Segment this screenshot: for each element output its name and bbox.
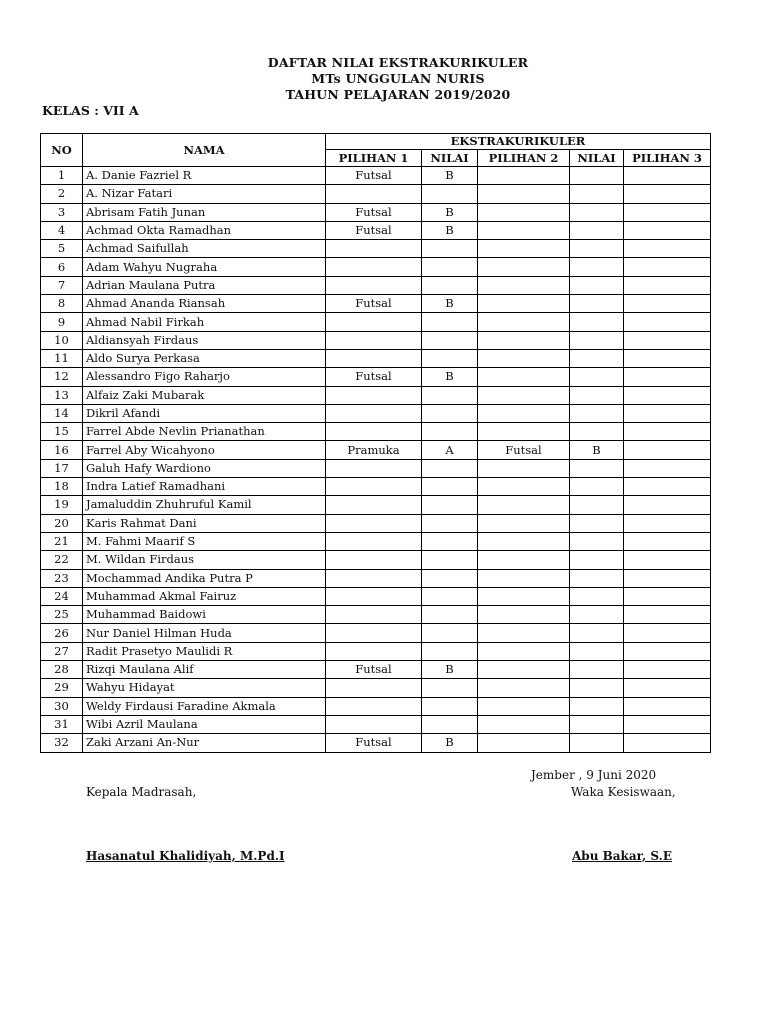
table-row [41,349,711,367]
pilihan-3-value [624,349,711,367]
student-name: Galuh Hafy Wardiono [83,459,326,477]
pilihan-3-value [624,423,711,441]
table-row [41,624,711,642]
nilai-1-value: B [422,203,478,221]
pilihan-3-value [624,295,711,313]
pilihan-3-value [624,404,711,422]
nilai-1-value [422,459,478,477]
pilihan-1-value [326,423,422,441]
nilai-2-value [570,697,624,715]
pilihan-1-value [326,587,422,605]
nilai-2-value [570,624,624,642]
table-row [41,569,711,587]
pilihan-3-value [624,496,711,514]
nilai-2-value [570,496,624,514]
pilihan-1-value [326,715,422,733]
nilai-2-value [570,514,624,532]
nilai-2-value [570,606,624,624]
row-number: 21 [41,532,83,550]
table-row [41,386,711,404]
table-row [41,185,711,203]
pilihan-2-value [478,587,570,605]
student-name: Farrel Abde Nevlin Prianathan [83,423,326,441]
row-number: 5 [41,240,83,258]
pilihan-2-value [478,661,570,679]
nilai-1-value [422,697,478,715]
row-number: 3 [41,203,83,221]
pilihan-1-value: Pramuka [326,441,422,459]
pilihan-1-value: Futsal [326,734,422,752]
row-number: 6 [41,258,83,276]
pilihan-3-value [624,661,711,679]
column-header-pilihan-2: PILIHAN 2 [478,150,570,167]
student-name: Ahmad Nabil Firkah [83,313,326,331]
nilai-1-value: B [422,167,478,185]
pilihan-1-value [326,313,422,331]
nilai-1-value [422,313,478,331]
pilihan-3-value [624,642,711,660]
student-name: Weldy Firdausi Faradine Akmala [83,697,326,715]
pilihan-2-value [478,532,570,550]
nilai-1-value [422,606,478,624]
pilihan-1-value [326,551,422,569]
pilihan-2-value [478,240,570,258]
pilihan-3-value [624,514,711,532]
pilihan-1-value [326,569,422,587]
student-name: Farrel Aby Wicahyono [83,441,326,459]
pilihan-3-value [624,368,711,386]
pilihan-1-value [326,276,422,294]
nilai-1-value [422,386,478,404]
student-name: Radit Prasetyo Maulidi R [83,642,326,660]
nilai-2-value [570,313,624,331]
pilihan-3-value [624,459,711,477]
nilai-2-value [570,203,624,221]
right-signatory-role: Waka Kesiswaan, [571,785,676,799]
row-number: 18 [41,478,83,496]
student-name: Achmad Okta Ramadhan [83,221,326,239]
column-group-ekstrakurikuler: EKSTRAKURIKULER [326,134,711,150]
nilai-1-value [422,587,478,605]
pilihan-3-value [624,569,711,587]
pilihan-1-value [326,606,422,624]
pilihan-3-value [624,532,711,550]
student-name: Muhammad Akmal Fairuz [83,587,326,605]
row-number: 17 [41,459,83,477]
nilai-2-value [570,642,624,660]
pilihan-3-value [624,624,711,642]
table-row [41,715,711,733]
pilihan-1-value [326,642,422,660]
table-row [41,606,711,624]
nilai-1-value: A [422,441,478,459]
pilihan-3-value [624,734,711,752]
pilihan-2-value [478,423,570,441]
pilihan-2-value [478,624,570,642]
row-number: 9 [41,313,83,331]
student-name: Indra Latief Ramadhani [83,478,326,496]
left-signatory-name: Hasanatul Khalidiyah, M.Pd.I [86,849,285,863]
nilai-2-value [570,404,624,422]
pilihan-3-value [624,221,711,239]
row-number: 1 [41,167,83,185]
nilai-1-value [422,404,478,422]
nilai-1-value [422,715,478,733]
row-number: 31 [41,715,83,733]
pilihan-3-value [624,551,711,569]
row-number: 22 [41,551,83,569]
table-row [41,496,711,514]
student-name: Nur Daniel Hilman Huda [83,624,326,642]
pilihan-3-value [624,258,711,276]
row-number: 13 [41,386,83,404]
student-name: A. Nizar Fatari [83,185,326,203]
nilai-2-value [570,185,624,203]
pilihan-3-value [624,185,711,203]
pilihan-3-value [624,587,711,605]
nilai-2-value [570,679,624,697]
nilai-1-value: B [422,368,478,386]
pilihan-3-value [624,697,711,715]
column-header-nilai-2: NILAI [570,150,624,167]
table-row [41,679,711,697]
row-number: 7 [41,276,83,294]
row-number: 19 [41,496,83,514]
pilihan-1-value [326,478,422,496]
pilihan-3-value [624,203,711,221]
pilihan-1-value [326,679,422,697]
document-title: DAFTAR NILAI EKSTRAKURIKULER [267,55,529,70]
pilihan-3-value [624,679,711,697]
column-header-no: NO [41,134,83,167]
pilihan-1-value [326,258,422,276]
student-name: Dikril Afandi [83,404,326,422]
nilai-2-value [570,587,624,605]
pilihan-2-value [478,569,570,587]
nilai-1-value [422,642,478,660]
student-name: Jamaluddin Zhuhruful Kamil [83,496,326,514]
table-row [41,295,711,313]
table-row [41,404,711,422]
student-name: Zaki Arzani An-Nur [83,734,326,752]
pilihan-3-value [624,478,711,496]
pilihan-2-value [478,459,570,477]
student-name: A. Danie Fazriel R [83,167,326,185]
pilihan-2-value [478,276,570,294]
nilai-1-value [422,569,478,587]
pilihan-1-value: Futsal [326,203,422,221]
row-number: 30 [41,697,83,715]
nilai-2-value [570,368,624,386]
nilai-2-value [570,734,624,752]
pilihan-1-value: Futsal [326,368,422,386]
grades-table-body [41,167,711,753]
student-name: M. Fahmi Maarif S [83,532,326,550]
pilihan-2-value [478,368,570,386]
table-row [41,313,711,331]
pilihan-1-value [326,331,422,349]
row-number: 14 [41,404,83,422]
pilihan-2-value [478,386,570,404]
pilihan-1-value: Futsal [326,295,422,313]
table-row [41,734,711,752]
pilihan-2-value [478,606,570,624]
table-row [41,661,711,679]
row-number: 12 [41,368,83,386]
table-row [41,331,711,349]
nilai-1-value [422,496,478,514]
student-name: Alfaiz Zaki Mubarak [83,386,326,404]
nilai-2-value [570,276,624,294]
nilai-1-value [422,514,478,532]
student-name: Rizqi Maulana Alif [83,661,326,679]
nilai-1-value [422,185,478,203]
nilai-1-value [422,331,478,349]
nilai-2-value [570,258,624,276]
row-number: 32 [41,734,83,752]
pilihan-3-value [624,331,711,349]
pilihan-1-value [326,459,422,477]
student-name: Aldiansyah Firdaus [83,331,326,349]
table-row [41,203,711,221]
pilihan-2-value [478,514,570,532]
row-number: 26 [41,624,83,642]
nilai-2-value [570,569,624,587]
pilihan-3-value [624,386,711,404]
pilihan-1-value [326,496,422,514]
pilihan-2-value [478,404,570,422]
nilai-2-value [570,551,624,569]
pilihan-2-value [478,203,570,221]
pilihan-1-value [326,185,422,203]
row-number: 15 [41,423,83,441]
pilihan-2-value [478,313,570,331]
nilai-2-value [570,532,624,550]
nilai-2-value [570,423,624,441]
right-signatory-name: Abu Bakar, S.E [572,849,672,863]
nilai-1-value [422,349,478,367]
table-row [41,167,711,185]
row-number: 25 [41,606,83,624]
table-row [41,276,711,294]
pilihan-2-value [478,349,570,367]
pilihan-3-value [624,240,711,258]
pilihan-1-value: Futsal [326,167,422,185]
pilihan-2-value [478,258,570,276]
school-name: MTs UNGGULAN NURIS [311,71,485,86]
table-row [41,423,711,441]
table-row [41,697,711,715]
table-row [41,514,711,532]
row-number: 24 [41,587,83,605]
nilai-1-value [422,478,478,496]
row-number: 16 [41,441,83,459]
column-header-pilihan-3: PILIHAN 3 [624,150,711,167]
nilai-1-value [422,423,478,441]
pilihan-1-value [326,386,422,404]
pilihan-3-value [624,167,711,185]
pilihan-1-value [326,697,422,715]
table-row [41,551,711,569]
student-name: Achmad Saifullah [83,240,326,258]
nilai-2-value [570,331,624,349]
nilai-2-value [570,240,624,258]
nilai-1-value [422,240,478,258]
pilihan-2-value [478,221,570,239]
pilihan-3-value [624,715,711,733]
pilihan-1-value: Futsal [326,661,422,679]
pilihan-2-value [478,331,570,349]
table-row [41,459,711,477]
nilai-1-value [422,276,478,294]
table-row [41,587,711,605]
pilihan-1-value [326,404,422,422]
nilai-1-value: B [422,661,478,679]
pilihan-2-value [478,185,570,203]
row-number: 28 [41,661,83,679]
student-name: Ahmad Ananda Riansah [83,295,326,313]
pilihan-2-value [478,167,570,185]
table-row [41,532,711,550]
student-name: Adam Wahyu Nugraha [83,258,326,276]
nilai-2-value: B [570,441,624,459]
nilai-1-value [422,679,478,697]
table-row [41,258,711,276]
pilihan-2-value: Futsal [478,441,570,459]
pilihan-2-value [478,478,570,496]
nilai-1-value [422,624,478,642]
pilihan-2-value [478,295,570,313]
student-name: Wahyu Hidayat [83,679,326,697]
left-signatory-role: Kepala Madrasah, [86,785,197,799]
pilihan-2-value [478,715,570,733]
nilai-2-value [570,459,624,477]
column-header-nama: NAMA [83,134,326,167]
row-number: 29 [41,679,83,697]
student-name: Muhammad Baidowi [83,606,326,624]
student-name: Abrisam Fatih Junan [83,203,326,221]
nilai-1-value: B [422,734,478,752]
nilai-1-value [422,551,478,569]
row-number: 11 [41,349,83,367]
pilihan-1-value: Futsal [326,221,422,239]
row-number: 10 [41,331,83,349]
pilihan-2-value [478,642,570,660]
pilihan-1-value [326,349,422,367]
student-name: Wibi Azril Maulana [83,715,326,733]
pilihan-1-value [326,532,422,550]
pilihan-2-value [478,697,570,715]
grades-table [40,133,711,753]
student-name: Mochammad Andika Putra P [83,569,326,587]
table-row [41,221,711,239]
column-header-pilihan-1: PILIHAN 1 [326,150,422,167]
student-name: Aldo Surya Perkasa [83,349,326,367]
row-number: 27 [41,642,83,660]
nilai-2-value [570,386,624,404]
student-name: Adrian Maulana Putra [83,276,326,294]
pilihan-1-value [326,624,422,642]
row-number: 4 [41,221,83,239]
student-name: Karis Rahmat Dani [83,514,326,532]
pilihan-3-value [624,441,711,459]
row-number: 23 [41,569,83,587]
table-row [41,368,711,386]
pilihan-2-value [478,496,570,514]
nilai-2-value [570,221,624,239]
table-row [41,642,711,660]
class-label: KELAS : VII A [42,103,139,118]
nilai-2-value [570,478,624,496]
row-number: 20 [41,514,83,532]
signing-date: Jember , 9 Juni 2020 [531,768,657,782]
student-name: M. Wildan Firdaus [83,551,326,569]
pilihan-3-value [624,606,711,624]
nilai-1-value [422,532,478,550]
column-header-nilai-1: NILAI [422,150,478,167]
pilihan-2-value [478,551,570,569]
nilai-1-value: B [422,295,478,313]
pilihan-1-value [326,240,422,258]
table-row [41,478,711,496]
nilai-2-value [570,661,624,679]
nilai-2-value [570,295,624,313]
row-number: 8 [41,295,83,313]
academic-year: TAHUN PELAJARAN 2019/2020 [285,87,511,102]
pilihan-3-value [624,276,711,294]
nilai-2-value [570,715,624,733]
pilihan-3-value [624,313,711,331]
row-number: 2 [41,185,83,203]
student-name: Alessandro Figo Raharjo [83,368,326,386]
nilai-1-value [422,258,478,276]
table-row [41,441,711,459]
nilai-2-value [570,167,624,185]
pilihan-1-value [326,514,422,532]
pilihan-2-value [478,734,570,752]
pilihan-2-value [478,679,570,697]
table-row [41,240,711,258]
nilai-1-value: B [422,221,478,239]
nilai-2-value [570,349,624,367]
